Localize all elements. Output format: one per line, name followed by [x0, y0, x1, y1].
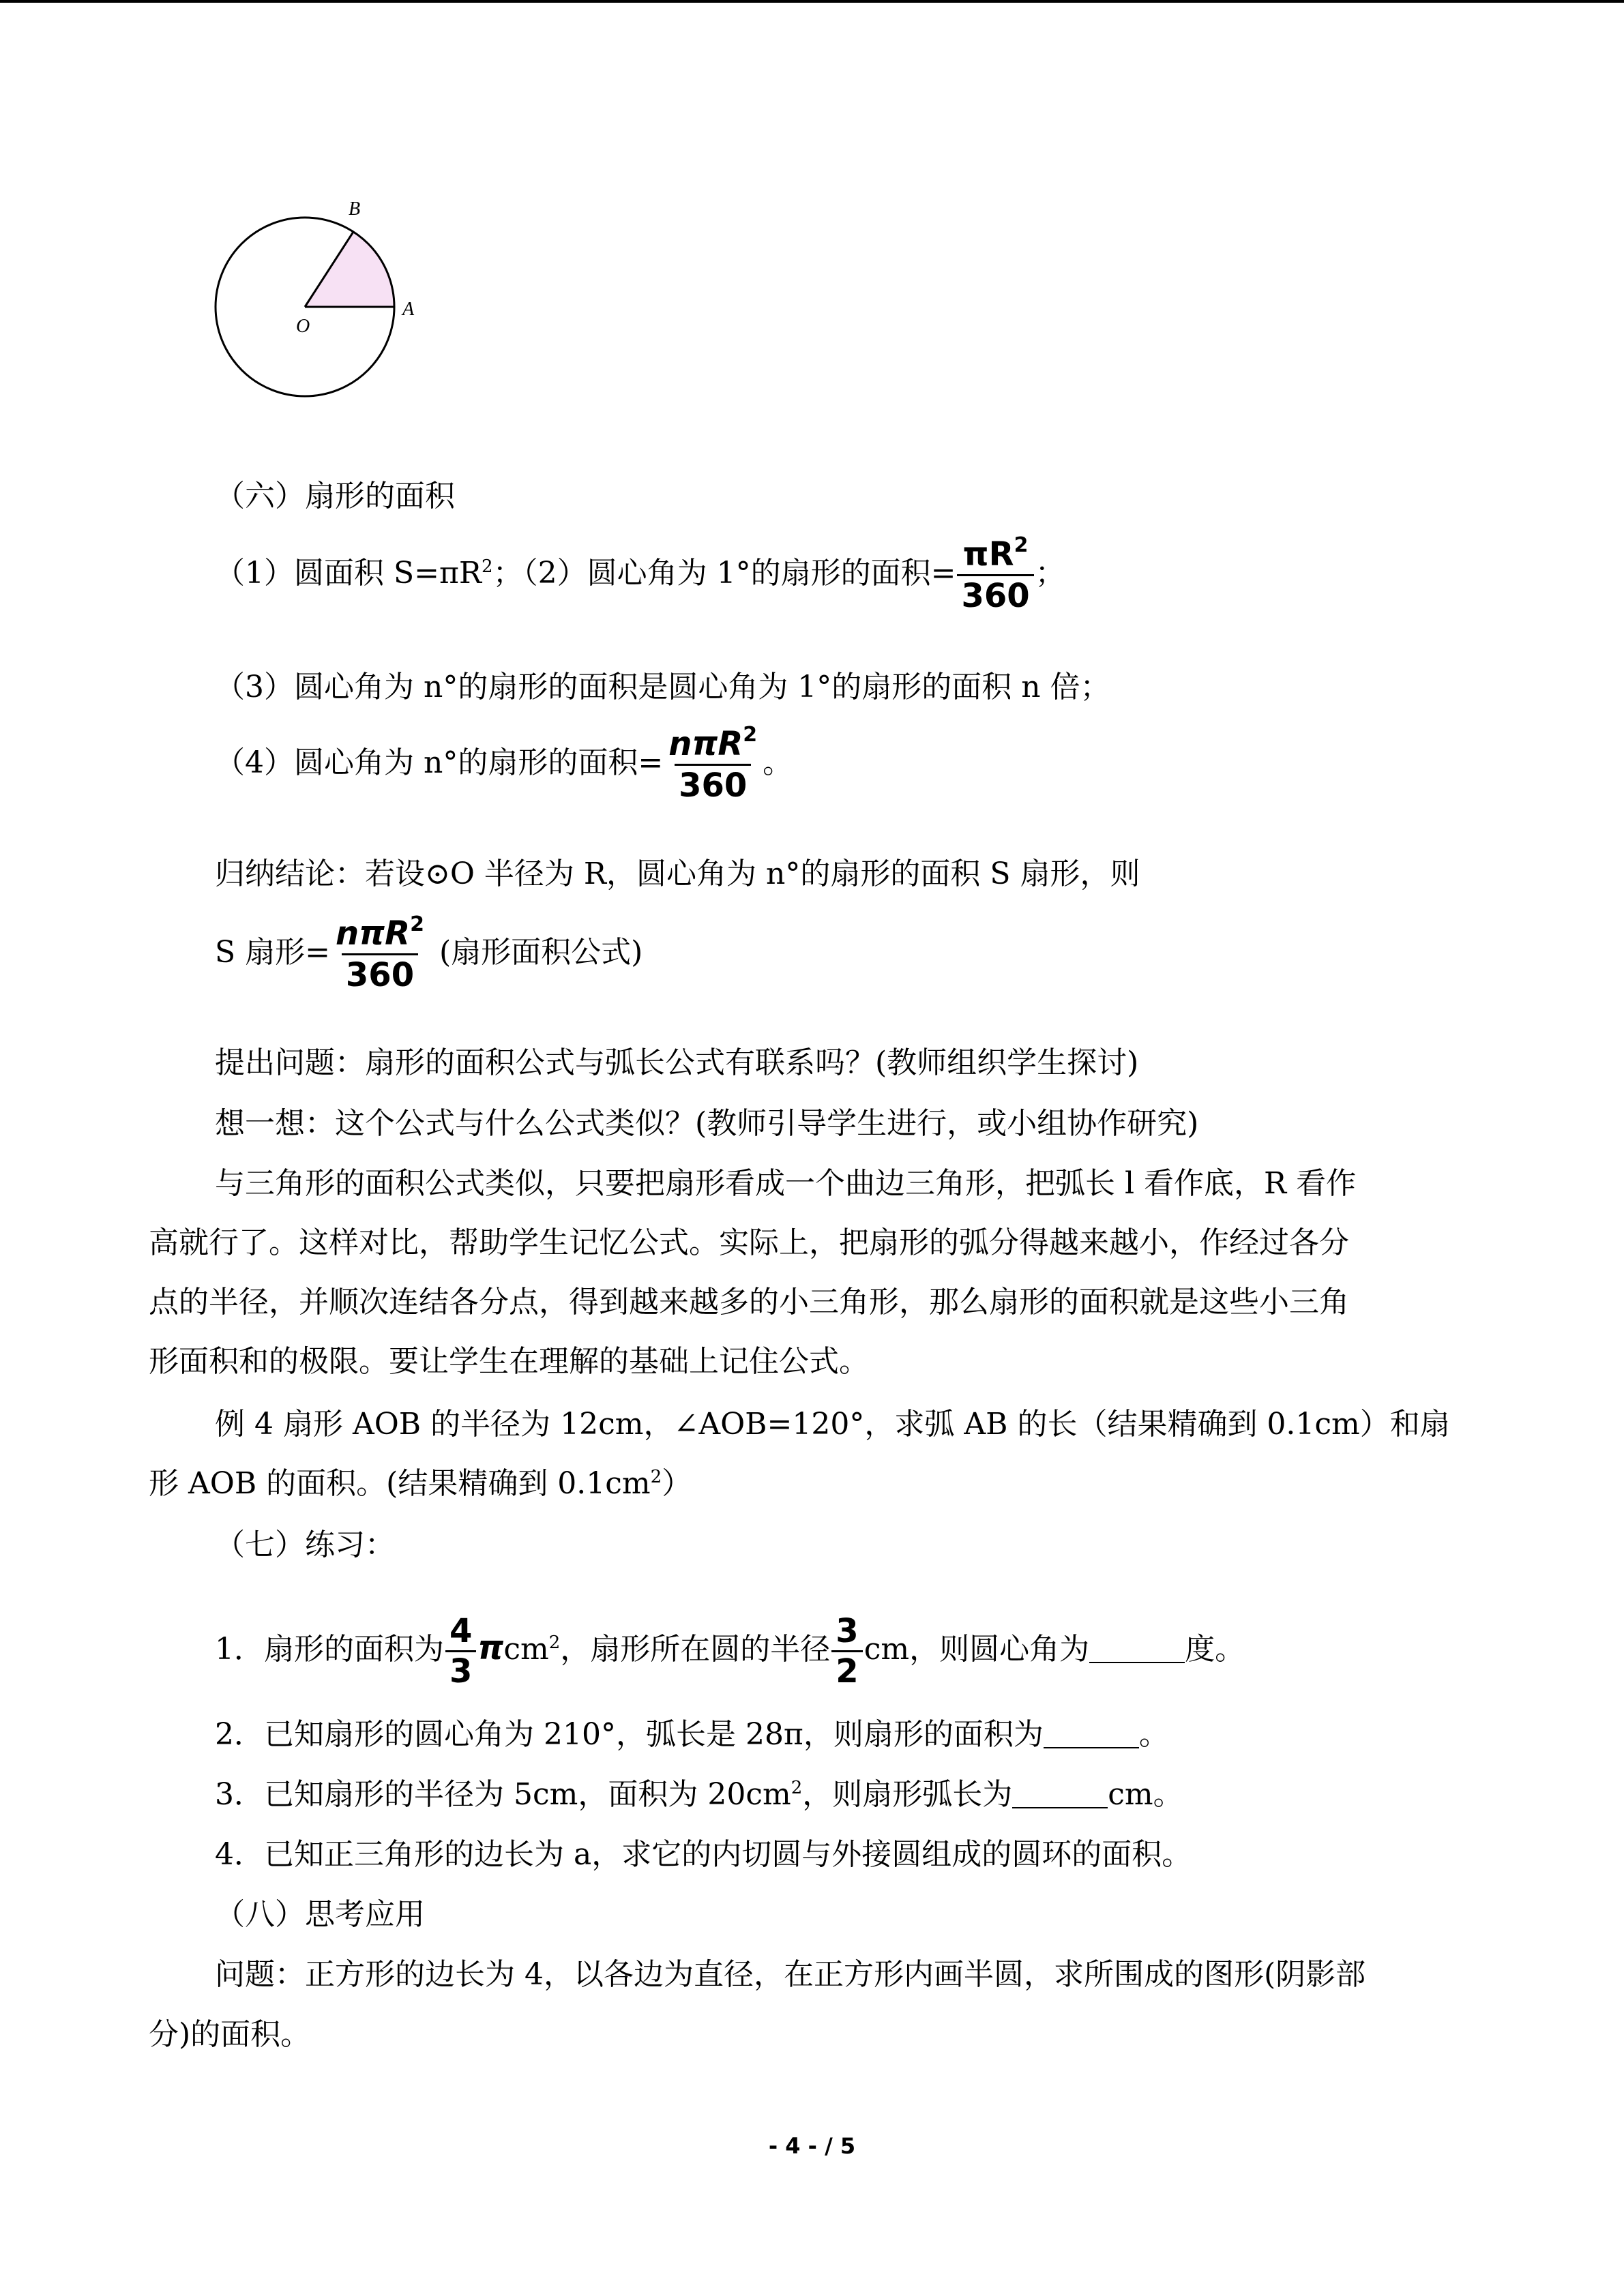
formula-note: (扇形面积公式)	[429, 935, 643, 970]
example4-line2a: 形 AOB 的面积。(结果精确到 0.1cm	[149, 1466, 651, 1501]
section8-heading: （八）思考应用	[215, 1897, 425, 1932]
item1-frac-den: 360	[957, 574, 1033, 616]
item1-line	[215, 535, 1065, 616]
item1-tail: ；	[1035, 556, 1065, 591]
ex3-part1: 3．已知扇形的半径为 5cm，面积为 20cm	[215, 1777, 791, 1812]
problem-line-1: 问题：正方形的边长为 4，以各边为直径，在正方形内画半圆，求所围成的图形(阴影部	[215, 1957, 1366, 1992]
problem-line-2: 分)的面积。	[149, 2017, 311, 2052]
example4-line2b: ）	[662, 1466, 692, 1501]
think-line: 想一想：这个公式与什么公式类似？(教师引导学生进行，或小组协作研究)	[215, 1106, 1199, 1141]
ex3-sup: 2	[791, 1778, 803, 1798]
paragraph-line-4: 形面积和的极限。要让学生在理解的基础上记住公式。	[149, 1344, 869, 1379]
top-border	[0, 0, 1624, 3]
sector-aob	[305, 232, 394, 307]
item1-part2: ；（2）圆心角为 1°的扇形的面积=	[492, 556, 956, 591]
ex1-answer-blank[interactable]	[1089, 1635, 1185, 1663]
formula-fraction	[331, 914, 428, 995]
example4-line2-sup: 2	[650, 1467, 662, 1487]
ex1-fraction-2	[831, 1612, 862, 1690]
exercise2-line	[215, 1717, 1169, 1753]
ex1-frac2-den: 2	[831, 1650, 862, 1690]
question-line: 提出问题：扇形的面积公式与弧长公式有联系吗？(教师组织学生探讨)	[215, 1045, 1139, 1080]
item3-line: （3）圆心角为 n°的扇形的面积是圆心角为 1°的扇形的面积 n 倍；	[215, 670, 1110, 704]
formula-frac-num-sup: 2	[410, 912, 424, 936]
formula-frac-num: nπR	[336, 914, 411, 953]
exercise3-line	[215, 1777, 1183, 1813]
paragraph-line-3: 点的半径，并顺次连结各分点，得到越来越多的小三角形，那么扇形的面积就是这些小三角	[149, 1285, 1349, 1320]
item4-tail: 。	[763, 745, 793, 780]
formula-frac-den: 360	[342, 953, 418, 995]
item1-part1: （1）圆面积 S=πR	[215, 556, 482, 591]
item1-frac-num: πR	[962, 535, 1014, 573]
ex1-unit1-sup: 2	[548, 1632, 561, 1653]
section6-heading: （六）扇形的面积	[215, 479, 455, 513]
item4-frac-den: 360	[675, 764, 751, 805]
ex3-answer-blank[interactable]	[1012, 1780, 1108, 1808]
ex1-frac1-den: 3	[445, 1650, 476, 1690]
label-a: A	[402, 299, 415, 320]
ex2-part1: 2．已知扇形的圆心角为 210°，弧长是 28π，则扇形的面积为	[215, 1717, 1044, 1752]
ex1-part2: ，扇形所在圆的半径	[560, 1632, 831, 1667]
page-footer: - 4 - / 5	[768, 2133, 856, 2159]
exercise1-line	[215, 1612, 1245, 1690]
ex2-part2: 。	[1138, 1717, 1169, 1752]
item1-fraction	[957, 535, 1033, 616]
ex1-frac1-num: 4	[449, 1612, 473, 1650]
sector-figure	[205, 198, 437, 402]
paragraph-line-2: 高就行了。这样对比，帮助学生记忆公式。实际上，把扇形的弧分得越来越小，作经过各分	[149, 1225, 1349, 1260]
ex1-pi: π	[477, 1629, 504, 1667]
label-b: B	[349, 198, 361, 220]
ex1-unit1: cm	[503, 1632, 549, 1667]
item4-part1: （4）圆心角为 n°的扇形的面积=	[215, 745, 664, 780]
ex1-fraction-1	[445, 1612, 476, 1690]
item4-fraction	[664, 724, 761, 805]
ex1-frac2-num: 3	[836, 1612, 859, 1650]
ex1-part4: 度。	[1185, 1632, 1245, 1667]
example4-line-1: 例 4 扇形 AOB 的半径为 12cm，∠AOB=120°，求弧 AB 的长（结果精确到 0.1cm）和扇	[215, 1407, 1450, 1442]
ex3-part2: ，则扇形弧长为	[802, 1777, 1013, 1812]
item4-frac-num-sup: 2	[743, 723, 758, 747]
paragraph-line-1: 与三角形的面积公式类似，只要把扇形看成一个曲边三角形，把弧长 l 看作底，R 看作	[215, 1166, 1357, 1201]
section7-heading: （七）练习：	[215, 1527, 395, 1562]
formula-line	[215, 914, 643, 995]
item1-sup: 2	[482, 556, 493, 577]
ex1-part1: 1．扇形的面积为	[215, 1632, 444, 1667]
ex3-part3: cm。	[1108, 1777, 1183, 1812]
formula-lhs: S 扇形=	[215, 935, 330, 970]
ex1-part3: cm，则圆心角为	[863, 1632, 1090, 1667]
item4-line	[215, 724, 793, 805]
conclusion-line: 归纳结论：若设⊙O 半径为 R，圆心角为 n°的扇形的面积 S 扇形，则	[215, 856, 1140, 891]
item4-frac-num: nπR	[668, 725, 743, 763]
label-o: O	[296, 316, 310, 337]
ex2-answer-blank[interactable]	[1044, 1720, 1139, 1748]
item1-frac-num-sup: 2	[1014, 533, 1029, 557]
example4-line-2	[149, 1466, 692, 1502]
exercise4-line: 4．已知正三角形的边长为 a，求它的内切圆与外接圆组成的圆环的面积。	[215, 1837, 1192, 1872]
